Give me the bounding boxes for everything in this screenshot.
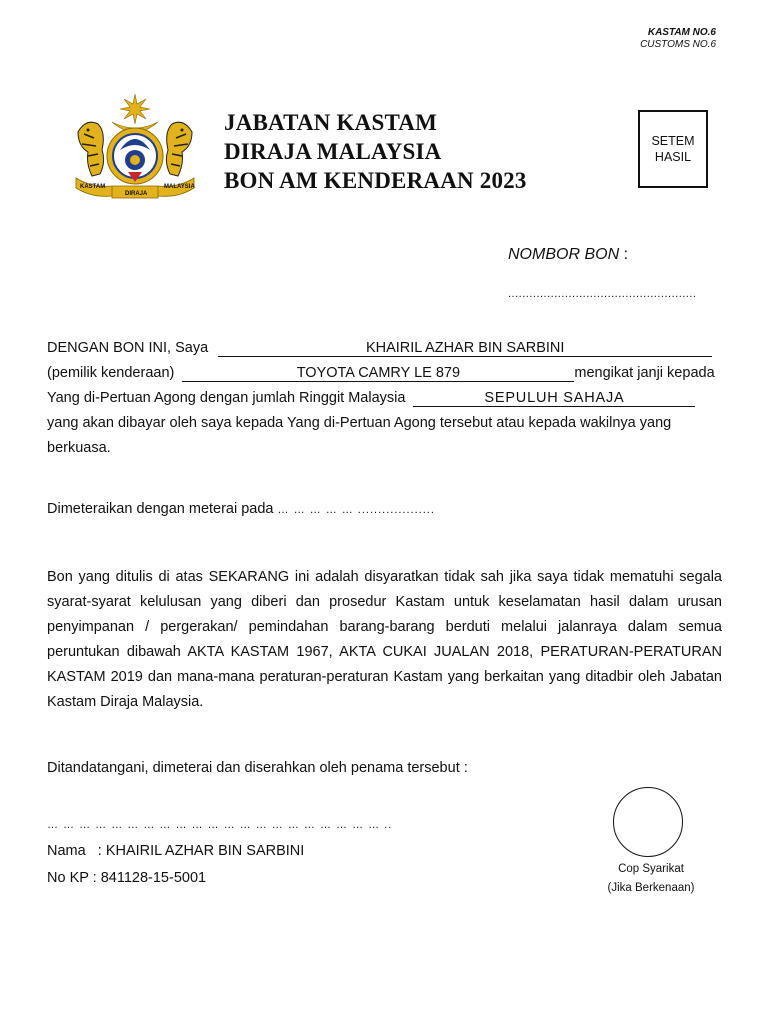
- customs-emblem-icon: [107, 128, 163, 184]
- company-seal-note: (Jika Berkenaan): [607, 882, 695, 894]
- sealed-date-label: Dimeteraikan dengan meterai pada: [47, 501, 274, 517]
- bond-line-authority: berkuasa.: [47, 440, 111, 456]
- coat-of-arms-logo: [72, 92, 198, 204]
- signed-statement: Ditandatangani, dimeterai dan diserahkan oleh penama tersebut :: [47, 760, 468, 776]
- bond-line-amount: [47, 389, 727, 407]
- bond-number-field[interactable]: .....................................................: [508, 288, 697, 300]
- signature-line[interactable]: … … … … … … … … … … … … … … … … … … … … … ..: [47, 819, 393, 831]
- title-department: JABATAN KASTAM: [224, 110, 438, 135]
- ic-label: No KP :: [47, 870, 101, 886]
- star-icon: [120, 94, 150, 124]
- company-seal-circle[interactable]: [613, 787, 683, 857]
- amount-label: Yang di-Pertuan Agong dengan jumlah Ringgit Malaysia: [47, 390, 406, 406]
- form-code-english: CUSTOMS NO.6: [640, 39, 716, 50]
- left-tiger-icon: [78, 122, 104, 176]
- bond-number-label: [508, 246, 628, 264]
- name-label: Nama :: [47, 843, 106, 859]
- logo-text-bottom: DIRAJA: [125, 191, 148, 197]
- bond-intro-text: DENGAN BON INI,: [47, 340, 172, 356]
- form-code: KASTAM NO.6: [647, 27, 716, 38]
- stamp-box-label-2: HASIL: [654, 150, 692, 164]
- bond-number-colon: :: [619, 246, 629, 263]
- sealed-date-line: [47, 500, 727, 518]
- bond-line-payment: yang akan dibayar oleh saya kepada Yang di-Pertuan Agong tersebut atau kepada wakilnya yang: [47, 415, 672, 431]
- bond-promise-text: mengikat janji kepada: [574, 365, 715, 381]
- signatory-ic: [47, 869, 447, 887]
- logo-text-left: KASTAM: [80, 184, 106, 190]
- right-tiger-icon: [166, 122, 192, 176]
- title-department-line2: DIRAJA MALAYSIA: [224, 139, 442, 164]
- bond-saya-text: Saya: [171, 340, 209, 356]
- amount-words-field[interactable]: SEPULUH SAHAJA: [413, 390, 695, 407]
- sealed-date-field[interactable]: … … … … … ...................: [277, 504, 435, 516]
- bond-line-owner: [47, 339, 727, 357]
- stamp-box-label-1: SETEM: [651, 134, 695, 148]
- revenue-stamp-box: [638, 110, 708, 188]
- owner-name-field[interactable]: KHAIRIL AZHAR BIN SARBINI: [218, 340, 712, 357]
- title-bond: BON AM KENDERAAN 2023: [224, 168, 527, 193]
- owner-label: (pemilik kenderaan): [47, 365, 175, 381]
- vehicle-field[interactable]: TOYOTA CAMRY LE 879: [182, 365, 574, 382]
- name-value: KHAIRIL AZHAR BIN SARBINI: [105, 843, 305, 859]
- company-seal-label: Cop Syarikat: [618, 863, 684, 875]
- logo-text-right: MALAYSIA: [164, 184, 195, 190]
- bond-conditions-paragraph: Bon yang ditulis di atas SEKARANG ini adalah disyaratkan tidak sah jika saya tidak mematuhi segala syarat-syarat kelulusan yang diberi dan prosedur Kastam untuk keselamatan hasil dalam urusan penyimpanan / pergerakan/ pemindahan barang-barang berduti melalui jalanraya dalam semua peruntukan dibawah AKTA KASTAM 1967, AKTA CUKAI JUALAN 2018, PERATURAN-PERATURAN KASTAM 2019 dan mana-mana peraturan-peraturan Kastam yang berkaitan yang ditadbir oleh Jabatan Kastam Diraja Malaysia.: [47, 569, 722, 710]
- bond-line-vehicle: [47, 364, 727, 382]
- ic-value: 841128-15-5001: [100, 870, 207, 886]
- signatory-name: [47, 842, 447, 860]
- bond-number-text: NOMBOR BON: [508, 246, 620, 263]
